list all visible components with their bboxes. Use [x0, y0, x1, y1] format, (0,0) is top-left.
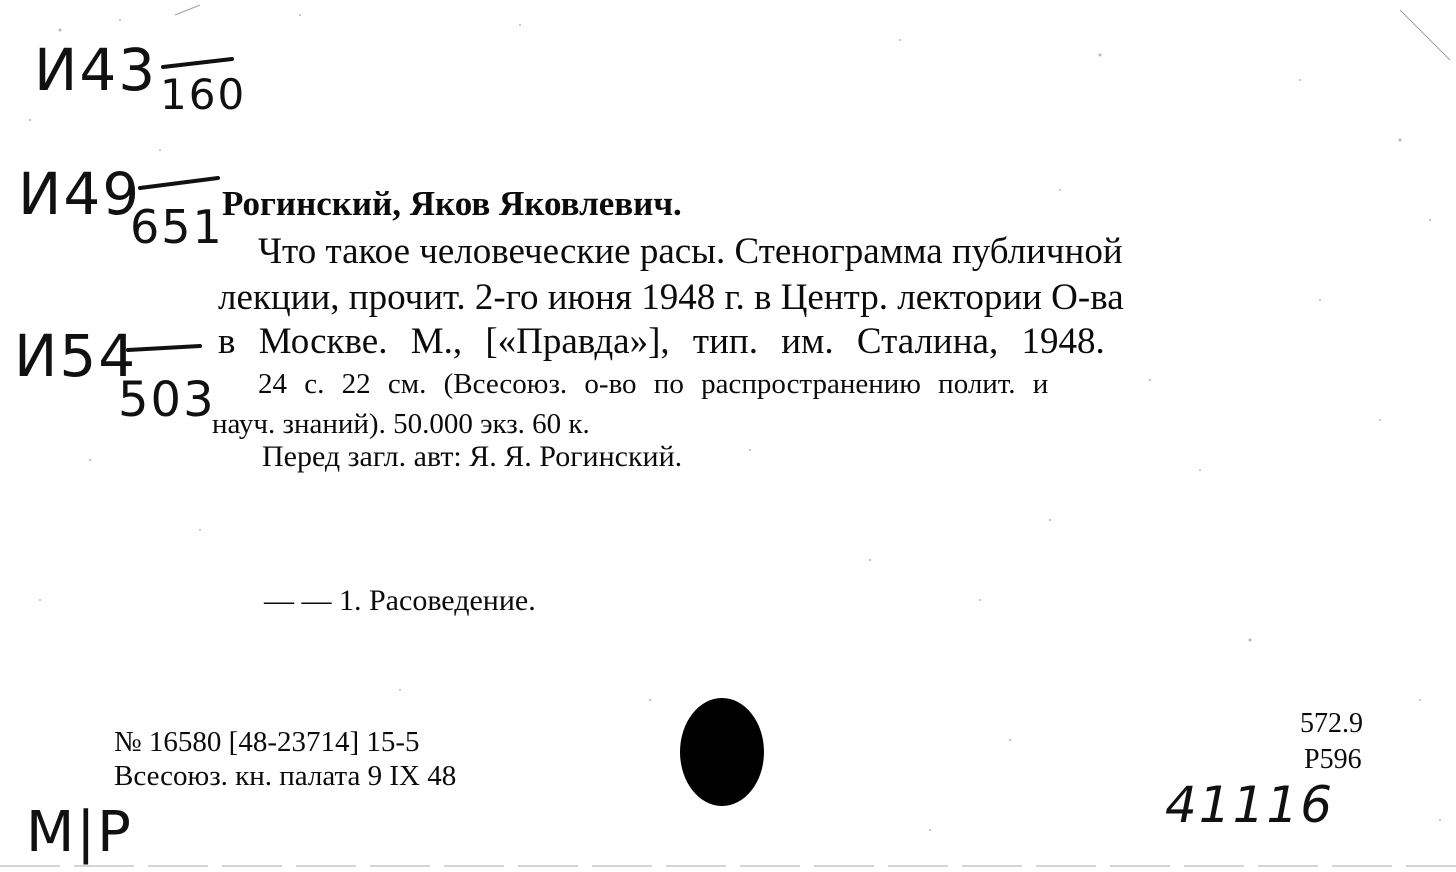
handwritten-code-3: И54 [14, 322, 138, 390]
collation-line-1: 24 с. 22 см. (Всесоюз. о-во по распространению полит. и [258, 368, 1049, 400]
handwritten-code-2-sub: 651 [130, 200, 224, 254]
punch-hole [680, 698, 764, 806]
author-note: Перед загл. авт: Я. Я. Рогинский. [262, 440, 683, 473]
author-mark: Р596 [1304, 744, 1362, 775]
classification-number: 572.9 [1300, 708, 1363, 739]
handwritten-bottom-right: 41116 [1165, 776, 1335, 834]
handwritten-code-1-sub: 160 [160, 70, 247, 119]
card-number-line: № 16580 [48-23714] 15-5 [114, 726, 420, 758]
handwritten-code-2: И49 [18, 160, 142, 228]
handwritten-code-3-sub: 503 [118, 372, 216, 428]
book-chamber-line: Всесоюз. кн. палата 9 IX 48 [114, 760, 457, 792]
subject-heading: — — 1. Расоведение. [264, 584, 536, 617]
title-line-2: лекции, прочит. 2-го июня 1948 г. в Центр. лектории О-ва [218, 277, 1124, 318]
handwritten-code-1: И43 [34, 36, 158, 104]
title-line-1: Что такое человеческие расы. Стенограмма публичной [258, 231, 1123, 272]
author-heading: Рогинский, Яков Яковлевич. [222, 184, 682, 223]
title-line-3: в Москве. М., [«Правда»], тип. им. Сталина, 1948. [218, 321, 1105, 362]
handwritten-bottom-left: М|Р [26, 800, 133, 865]
collation-line-2: науч. знаний). 50.000 экз. 60 к. [212, 408, 590, 440]
